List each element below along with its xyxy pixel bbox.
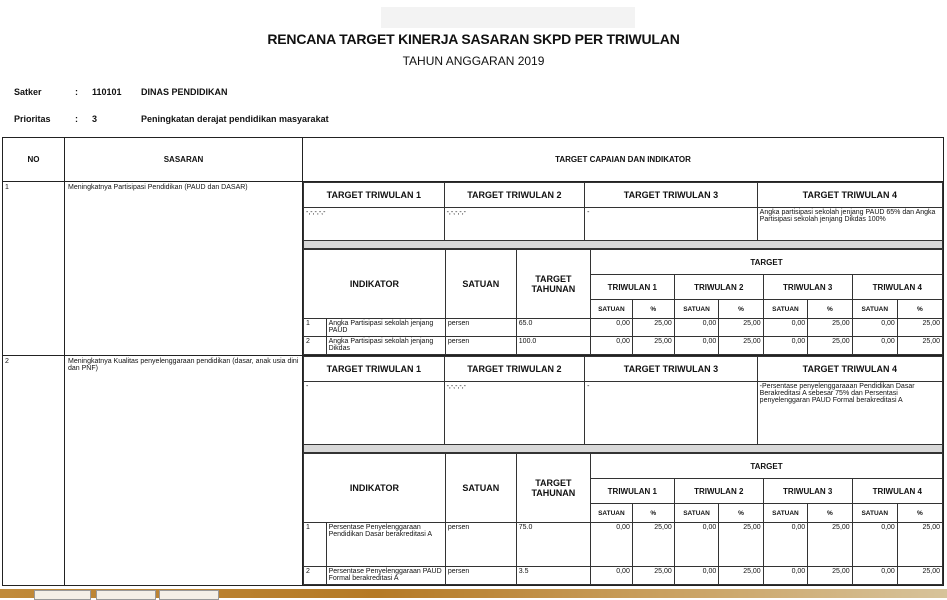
indikator-name: Persentase Penyelenggaraan PAUD Formal berakreditasi A [326,567,445,585]
target-triwulan-header: TARGET TRIWULAN 2 [444,357,585,382]
target-triwulan-value-row [304,382,943,445]
tw-satuan-value: 0,00 [763,337,807,355]
indikator-row [304,523,943,567]
indikator-target-tahunan: 65.0 [516,319,590,337]
target-triwulan-header: TARGET TRIWULAN 3 [585,357,758,382]
tw-satuan-value: 0,00 [590,337,632,355]
target-triwulan-value: -,-,-,-,- [444,382,585,445]
indikator-row [304,319,943,337]
row-no: 1 [3,182,65,356]
spacer [304,445,943,453]
page-title: RENCANA TARGET KINERJA SASARAN SKPD PER TRIWULAN [267,31,680,47]
target-triwulan-value: - [585,382,758,445]
row-target-cell [303,182,944,356]
indikator-table [303,453,943,585]
header-sub-pct: % [808,300,852,319]
row-target-cell [303,356,944,586]
taskbar-tab[interactable] [96,590,156,600]
tw-pct-value: 25,00 [897,567,942,585]
indikator-satuan: persen [445,319,516,337]
header-sub-satuan: SATUAN [852,504,897,523]
indikator-header-row [304,250,943,275]
satker-value: DINAS PENDIDIKAN [141,87,228,97]
tw-pct-value: 25,00 [632,337,674,355]
target-triwulan-header: TARGET TRIWULAN 4 [757,183,942,208]
indikator-table [303,249,943,355]
tw-pct-value: 25,00 [719,319,763,337]
target-table [2,137,944,586]
indikator-satuan: persen [445,567,516,585]
header-target-tahunan: TARGET TAHUNAN [516,250,590,319]
tw-pct-value: 25,00 [808,523,852,567]
indikator-target-tahunan: 100.0 [516,337,590,355]
indikator-row [304,337,943,355]
header-sub-pct: % [719,300,763,319]
spacer [304,241,943,249]
header-triwulan: TRIWULAN 3 [763,275,852,300]
target-triwulan-header-row [304,357,943,382]
tw-pct-value: 25,00 [897,523,942,567]
tw-satuan-value: 0,00 [674,567,718,585]
satker-code: 110101 [92,87,122,97]
taskbar-tab[interactable] [159,590,219,600]
tw-satuan-value: 0,00 [674,523,718,567]
indikator-no: 2 [304,567,327,585]
target-triwulan-header: TARGET TRIWULAN 1 [304,357,445,382]
tw-satuan-value: 0,00 [763,319,807,337]
header-triwulan: TRIWULAN 1 [590,275,674,300]
sasaran-row [3,182,944,356]
indikator-satuan: persen [445,337,516,355]
indikator-name: Persentase Penyelenggaraan Pendidikan Dasar berakreditasi A [326,523,445,567]
header-sub-satuan: SATUAN [674,504,718,523]
header-sub-pct: % [632,504,674,523]
tw-satuan-value: 0,00 [590,567,632,585]
prioritas-label: Prioritas [14,114,51,124]
bottom-taskbar [0,589,947,598]
tw-pct-value: 25,00 [897,337,942,355]
header-sub-satuan: SATUAN [590,504,632,523]
indikator-name: Angka Partisipasi sekolah jenjang Dikdas [326,337,445,355]
header-indikator: INDIKATOR [304,250,446,319]
indikator-target-tahunan: 3.5 [516,567,590,585]
indikator-row [304,567,943,585]
header-no: NO [3,138,65,182]
header-triwulan: TRIWULAN 2 [674,275,763,300]
prioritas-colon: : [75,114,78,124]
row-no: 2 [3,356,65,586]
indikator-target-tahunan: 75.0 [516,523,590,567]
tw-pct-value: 25,00 [632,523,674,567]
header-sub-satuan: SATUAN [852,300,897,319]
taskbar-tab[interactable] [34,590,91,600]
header-indikator: INDIKATOR [304,454,446,523]
tw-pct-value: 25,00 [808,319,852,337]
tw-satuan-value: 0,00 [674,337,718,355]
target-triwulan-value: - [304,382,445,445]
tw-pct-value: 25,00 [632,319,674,337]
tw-pct-value: 25,00 [632,567,674,585]
header-target: TARGET CAPAIAN DAN INDIKATOR [303,138,944,182]
row-sasaran: Meningkatnya Partisipasi Pendidikan (PAUD dan DASAR) [65,182,303,356]
tw-pct-value: 25,00 [808,567,852,585]
tw-satuan-value: 0,00 [852,523,897,567]
indikator-header-row [304,454,943,479]
target-triwulan-value: -,-,-,-,- [444,208,585,241]
header-triwulan: TRIWULAN 2 [674,479,763,504]
target-triwulan-table [303,182,943,249]
target-triwulan-value: -Persentase penyelenggaraaan Pendidikan Dasar Berakreditasi A sebesar 75% dan Persentasi penyelenggaran PAUD Formal berakreditasi A [757,382,942,445]
target-triwulan-value: - [585,208,758,241]
tw-satuan-value: 0,00 [590,319,632,337]
tw-pct-value: 25,00 [719,523,763,567]
header-target-group: TARGET [590,250,942,275]
header-sub-pct: % [719,504,763,523]
tw-satuan-value: 0,00 [763,523,807,567]
page-subtitle: TAHUN ANGGARAN 2019 [402,54,545,68]
header-sub-satuan: SATUAN [763,504,807,523]
target-triwulan-header: TARGET TRIWULAN 3 [585,183,758,208]
tw-pct-value: 25,00 [897,319,942,337]
header-satuan: SATUAN [445,250,516,319]
row-sasaran: Meningkatnya Kualitas penyelenggaraan pendidikan (dasar, anak usia dini dan PNF) [65,356,303,586]
header-target-group: TARGET [590,454,942,479]
target-triwulan-table [303,356,943,453]
indikator-no: 1 [304,523,327,567]
tw-pct-value: 25,00 [808,337,852,355]
header-triwulan: TRIWULAN 4 [852,479,942,504]
target-triwulan-value-row [304,208,943,241]
tw-satuan-value: 0,00 [852,319,897,337]
header-triwulan: TRIWULAN 3 [763,479,852,504]
top-bar [381,7,635,28]
table-header-row [3,138,944,182]
header-sub-satuan: SATUAN [590,300,632,319]
header-triwulan: TRIWULAN 1 [590,479,674,504]
tw-pct-value: 25,00 [719,337,763,355]
target-triwulan-header-row [304,183,943,208]
header-triwulan: TRIWULAN 4 [852,275,942,300]
indikator-satuan: persen [445,523,516,567]
spacer-row [304,445,943,453]
target-triwulan-value: Angka partisipasi sekolah jenjang PAUD 65% dan Angka Partisipasi sekolah jenjang Dikdas 100% [757,208,942,241]
header-sub-pct: % [897,300,942,319]
tw-satuan-value: 0,00 [674,319,718,337]
header-sub-satuan: SATUAN [674,300,718,319]
tw-pct-value: 25,00 [719,567,763,585]
header-target-tahunan: TARGET TAHUNAN [516,454,590,523]
tw-satuan-value: 0,00 [590,523,632,567]
spacer-row [304,241,943,249]
target-triwulan-header: TARGET TRIWULAN 4 [757,357,942,382]
header-sasaran: SASARAN [65,138,303,182]
tw-satuan-value: 0,00 [763,567,807,585]
header-sub-pct: % [897,504,942,523]
indikator-name: Angka Partisipasi sekolah jenjang PAUD [326,319,445,337]
header-sub-pct: % [808,504,852,523]
indikator-no: 2 [304,337,327,355]
satker-label: Satker [14,87,42,97]
satker-colon: : [75,87,78,97]
prioritas-value: Peningkatan derajat pendidikan masyarakat [141,114,329,124]
target-triwulan-header: TARGET TRIWULAN 2 [444,183,585,208]
target-triwulan-header: TARGET TRIWULAN 1 [304,183,445,208]
sasaran-row [3,356,944,586]
target-triwulan-value: -,-,-,-,- [304,208,445,241]
indikator-no: 1 [304,319,327,337]
tw-satuan-value: 0,00 [852,567,897,585]
tw-satuan-value: 0,00 [852,337,897,355]
header-sub-satuan: SATUAN [763,300,807,319]
header-satuan: SATUAN [445,454,516,523]
prioritas-code: 3 [92,114,98,124]
header-sub-pct: % [632,300,674,319]
